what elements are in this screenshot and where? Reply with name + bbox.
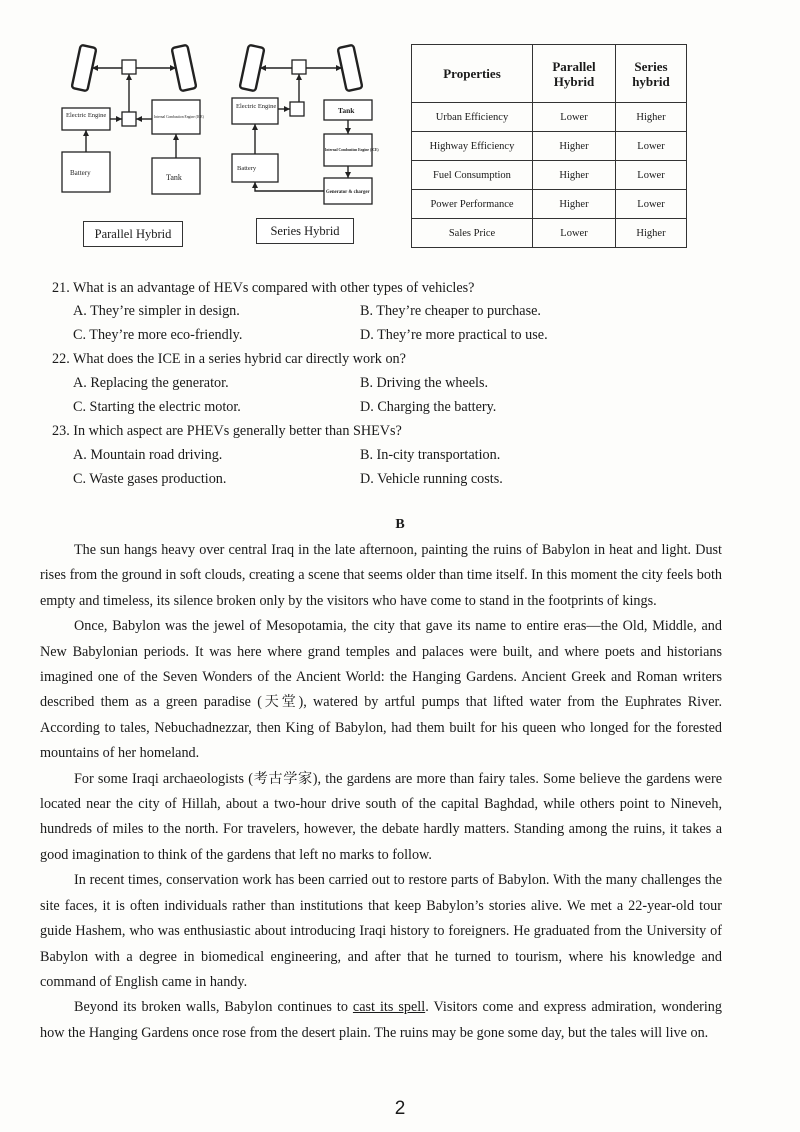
table-row [412,190,687,219]
series-generator-label: Generator & charger [326,190,370,195]
passage-paragraph-5 [40,995,722,1046]
question-21: 21. What is an advantage of HEVs compared with other types of vehicles? [52,280,475,296]
parallel-value-cell: Lower [533,219,616,248]
series-hybrid-schematic [228,38,378,213]
series-hybrid-diagram [228,38,378,218]
passage-paragraph-3: For some Iraqi archaeologists (考古学家), the gardens are more than fairy tales. Some believe the gardens were located near the city of Hillah, about a two-hour drive south of the capital Baghdad, while others point to Nineveh, hundreds of miles to the north. For travelers, however, the debate hardly matters. Standing among the ruins, it takes a good imagination to think of the gardens that left no marks to follow. [40,770,722,863]
table-row [412,161,687,190]
q21-option-d: D. They’re more practical to use. [360,327,548,343]
section-title: B [395,517,405,532]
question-22: 22. What does the ICE in a series hybrid car directly work on? [52,351,406,367]
property-cell: Power Performance [412,190,533,219]
series-hybrid-caption: Series Hybrid [256,218,354,244]
parallel-tank-label: Tank [166,173,182,182]
table-row [412,132,687,161]
passage-paragraph-2: Once, Babylon was the jewel of Mesopotamia, the city that gave its name to entire eras—the Old, Middle, and New Babylonian periods. It was here where grand temples and palaces were built, and where poets and historians imagined one of the Seven Wonders of the Ancient World: the Hanging Gardens. Ancient Greek and Roman writers described them as a green paradise (天堂), watered by artful pumps that lifted water from the Euphrates River. According to tales, Nebuchadnezzar, then King of Babylon, had them built for his queen who longed for the forested mountains of her homeland. [40,618,722,762]
q22-option-b: B. Driving the wheels. [360,375,489,391]
series-tank-label: Tank [338,106,355,115]
parallel-hybrid-diagram [58,38,208,213]
table-row [412,219,687,248]
passage [40,538,722,1046]
passage-paragraph-1: The sun hangs heavy over central Iraq in the late afternoon, painting the ruins of Babylon in heat and light. Dust rises from the ground in soft clouds, creating a scene that seems older than time itself. In this moment the city feels both empty and timeless, its silence broken only by the visitors who have come to stand in the footprints of kings. [40,542,722,609]
series-value-cell: Higher [616,219,687,248]
question-23: 23. In which aspect are PHEVs generally better than SHEVs? [52,423,402,439]
series-value-cell: Lower [616,132,687,161]
p5-text-after: . Visitors come and express admiration, wondering how the Hanging Gardens once rose from the desert plain. The ruins may be gone some day, but the tales will live on. [40,999,722,1041]
q21-option-a: A. They’re simpler in design. [73,303,240,319]
parallel-hybrid-caption: Parallel Hybrid [83,221,183,247]
parallel-ice-label: Internal Combustion Engine (ICE) [154,115,204,119]
underlined-phrase: cast its spell [352,999,426,1016]
comparison-table [411,44,687,248]
q22-option-c: C. Starting the electric motor. [73,399,241,415]
parallel-electric-engine-label: Electric Engine [66,112,107,119]
property-cell: Fuel Consumption [412,161,533,190]
table-header-row [412,45,687,103]
page-number: 2 [394,1098,406,1119]
q23-option-b: B. In-city transportation. [360,447,501,463]
series-battery-label: Battery [237,165,257,172]
header-parallel-hybrid: Parallel Hybrid [533,45,616,103]
property-cell: Highway Efficiency [412,132,533,161]
parallel-value-cell: Lower [533,103,616,132]
q23-option-a: A. Mountain road driving. [73,447,223,463]
p5-text-before: Beyond its broken walls, Babylon continues to [74,999,353,1016]
property-cell: Sales Price [412,219,533,248]
q21-option-c: C. They’re more eco-friendly. [73,327,243,343]
parallel-battery-label: Battery [70,169,91,177]
series-value-cell: Higher [616,103,687,132]
parallel-hybrid-schematic [58,38,208,208]
series-ice-label: Internal Combustion Engine (ICE) [325,148,379,152]
series-value-cell: Lower [616,190,687,219]
property-cell: Urban Efficiency [412,103,533,132]
parallel-value-cell: Higher [533,132,616,161]
series-value-cell: Lower [616,161,687,190]
q22-option-a: A. Replacing the generator. [73,375,229,391]
passage-paragraph-4: In recent times, conservation work has been carried out to restore parts of Babylon. With the many challenges the site faces, it is often individuals rather than institutions that keep Babylon’s stories alive. We met a 22-year-old tour guide Hashem, who was enthusiastic about introducing Iraqi history to foreigners. He graduated from the University of Babylon with a degree in biomedical engineering, and after that he turned to tourism, where his knowledge and command of English came in handy. [40,872,722,990]
parallel-value-cell: Higher [533,161,616,190]
q22-option-d: D. Charging the battery. [360,399,497,415]
q23-option-c: C. Waste gases production. [73,471,227,487]
header-series-hybrid: Series hybrid [616,45,687,103]
q21-option-b: B. They’re cheaper to purchase. [360,303,541,319]
header-properties: Properties [412,45,533,103]
parallel-value-cell: Higher [533,190,616,219]
q23-option-d: D. Vehicle running costs. [360,471,503,487]
series-electric-engine-label: Electric Engine [236,103,277,110]
table-row [412,103,687,132]
